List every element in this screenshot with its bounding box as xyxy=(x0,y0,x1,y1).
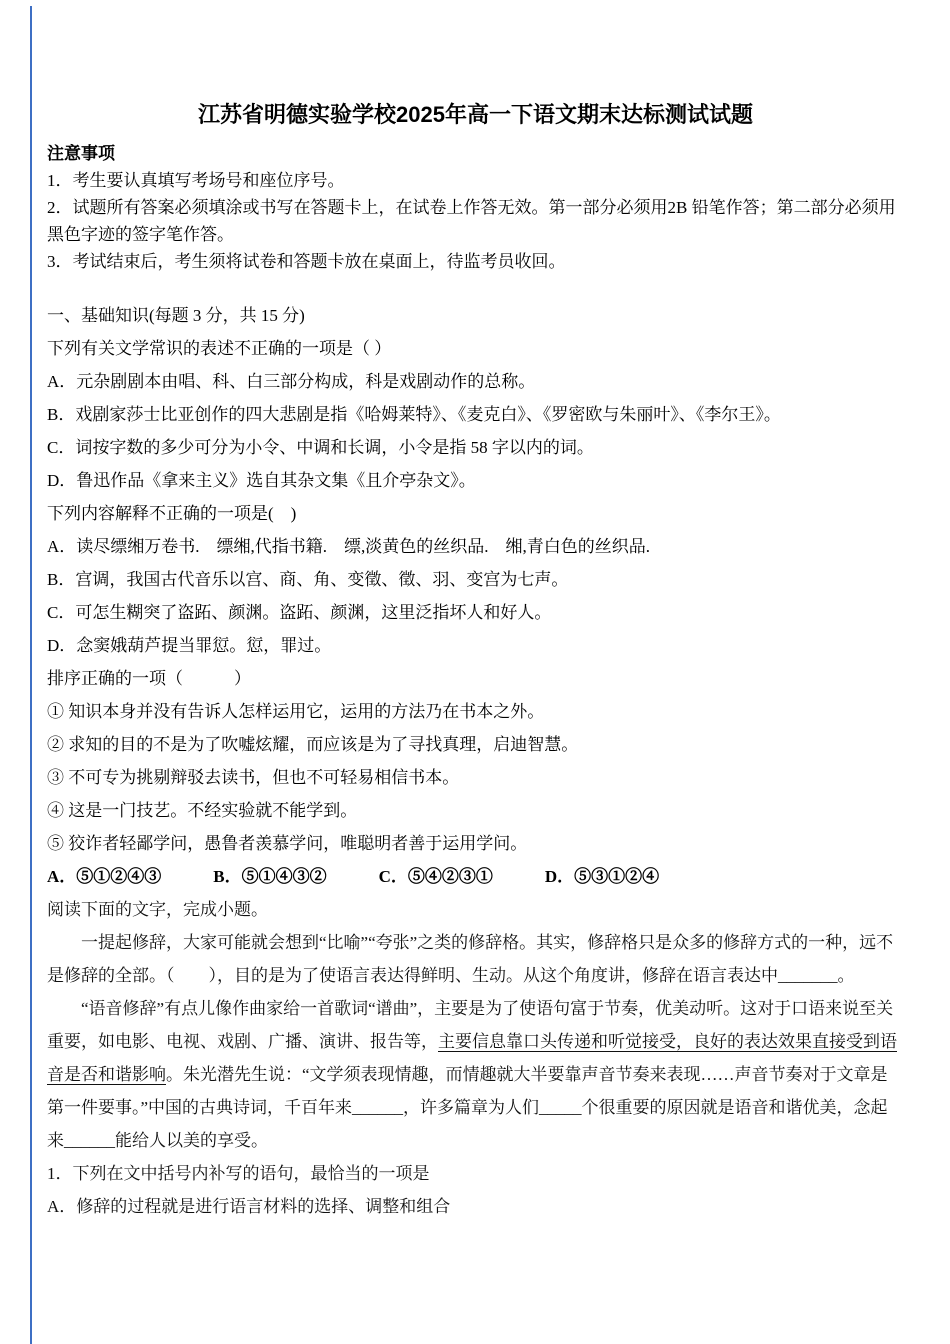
q3-item-5: ⑤ 狡诈者轻鄙学问，愚鲁者羡慕学问，唯聪明者善于运用学问。 xyxy=(47,834,528,853)
q3-choice-b: B．⑤①④③② xyxy=(213,867,327,886)
left-margin-line xyxy=(30,6,32,1344)
q2-option-b: B．宫调，我国古代音乐以宫、商、角、变徵、徵、羽、变宫为七声。 xyxy=(47,570,569,589)
q1-stem: 下列有关文学常识的表述不正确的一项是（ ） xyxy=(47,339,392,358)
q3-item-1: ① 知识本身并没有告诉人怎样运用它，运用的方法乃在书本之外。 xyxy=(47,702,545,721)
notice-item-1: 1．考生要认真填写考场号和座位序号。 xyxy=(47,171,345,190)
notice-heading: 注意事项 xyxy=(47,144,115,163)
q1-option-a: A．元杂剧剧本由唱、科、白三部分构成，科是戏剧动作的总称。 xyxy=(47,372,536,391)
q2-option-c: C．可怎生糊突了盗跖、颜渊。盗跖、颜渊，这里泛指坏人和好人。 xyxy=(47,603,552,622)
q2-option-a: A．读尽缥缃万卷书. 缥缃,代指书籍. 缥,淡黄色的丝织品. 缃,青白色的丝织品. xyxy=(47,537,651,556)
q2-stem: 下列内容解释不正确的一项是( ) xyxy=(47,504,297,523)
reading-q1-option-a: A．修辞的过程就是进行语言材料的选择、调整和组合 xyxy=(47,1197,451,1216)
reading-paragraph-1: 一提起修辞，大家可能就会想到“比喻”“夸张”之类的修辞格。其实，修辞格只是众多的修辞方式的一种，远不是修辞的全部。（ ），目的是为了使语言表达得鲜明、生动。从这个角度讲，修辞在语言表达中_______。 xyxy=(47,933,894,985)
q1-option-d: D．鲁迅作品《拿来主义》选自其杂文集《且介亭杂文》。 xyxy=(47,471,476,490)
reading-q1-stem: 1．下列在文中括号内补写的语句，最恰当的一项是 xyxy=(47,1164,430,1183)
notice-item-2: 2．试题所有答案必须填涂或书写在答题卡上，在试卷上作答无效。第一部分必须用2B 铅笔作答；第二部分必须用黑色字迹的签字笔作答。 xyxy=(47,198,896,244)
q3-stem: 排序正确的一项（ ） xyxy=(47,669,251,688)
q3-item-4: ④ 这是一门技艺。不经实验就不能学到。 xyxy=(47,801,358,820)
page-title: 江苏省明德实验学校2025年高一下语文期末达标测试试题 xyxy=(198,102,753,127)
q3-item-2: ② 求知的目的不是为了吹嘘炫耀，而应该是为了寻找真理，启迪智慧。 xyxy=(47,735,579,754)
q2-option-d: D．念窦娥葫芦提当罪愆。愆，罪过。 xyxy=(47,636,332,655)
notice-item-3: 3．考试结束后，考生须将试卷和答题卡放在桌面上，待监考员收回。 xyxy=(47,252,566,271)
q1-option-b: B．戏剧家莎士比亚创作的四大悲剧是指《哈姆莱特》、《麦克白》、《罗密欧与朱丽叶》、《李尔王》。 xyxy=(47,405,781,424)
section-heading: 一、基础知识(每题 3 分，共 15 分) xyxy=(47,306,305,325)
reading-intro: 阅读下面的文字，完成小题。 xyxy=(47,900,268,919)
reading-paragraph-2: “语音修辞”有点儿像作曲家给一首歌词“谱曲”，主要是为了使语句富于节奏，优美动听。这对于口语来说至关重要，如电影、电视、戏剧、广播、演讲、报告等，主要信息靠口头传递和听觉接受，良好的表达效果直接受到语音是否和谐影响。朱光潜先生说：“文学须表现情趣，而情趣就大半要靠声音节奏来表现……声音节奏对于文章是第一件要事。”中国的古典诗词，千百年来______，许多篇章为人们_____个很重要的原因就是语音和谐优美，念起来______能给人以美的享受。 xyxy=(47,999,897,1150)
q3-choice-a: A．⑤①②④③ xyxy=(47,867,162,886)
q3-choices-row xyxy=(47,860,904,893)
q3-choice-c: C．⑤④②③① xyxy=(378,867,493,886)
q1-option-c: C．词按字数的多少可分为小令、中调和长调，小令是指 58 字以内的词。 xyxy=(47,438,594,457)
notice-section xyxy=(47,140,904,275)
exam-body xyxy=(47,299,904,1223)
q3-item-3: ③ 不可专为挑剔辩驳去读书，但也不可轻易相信书本。 xyxy=(47,768,460,787)
q3-choice-d: D．⑤③①②④ xyxy=(544,867,660,886)
